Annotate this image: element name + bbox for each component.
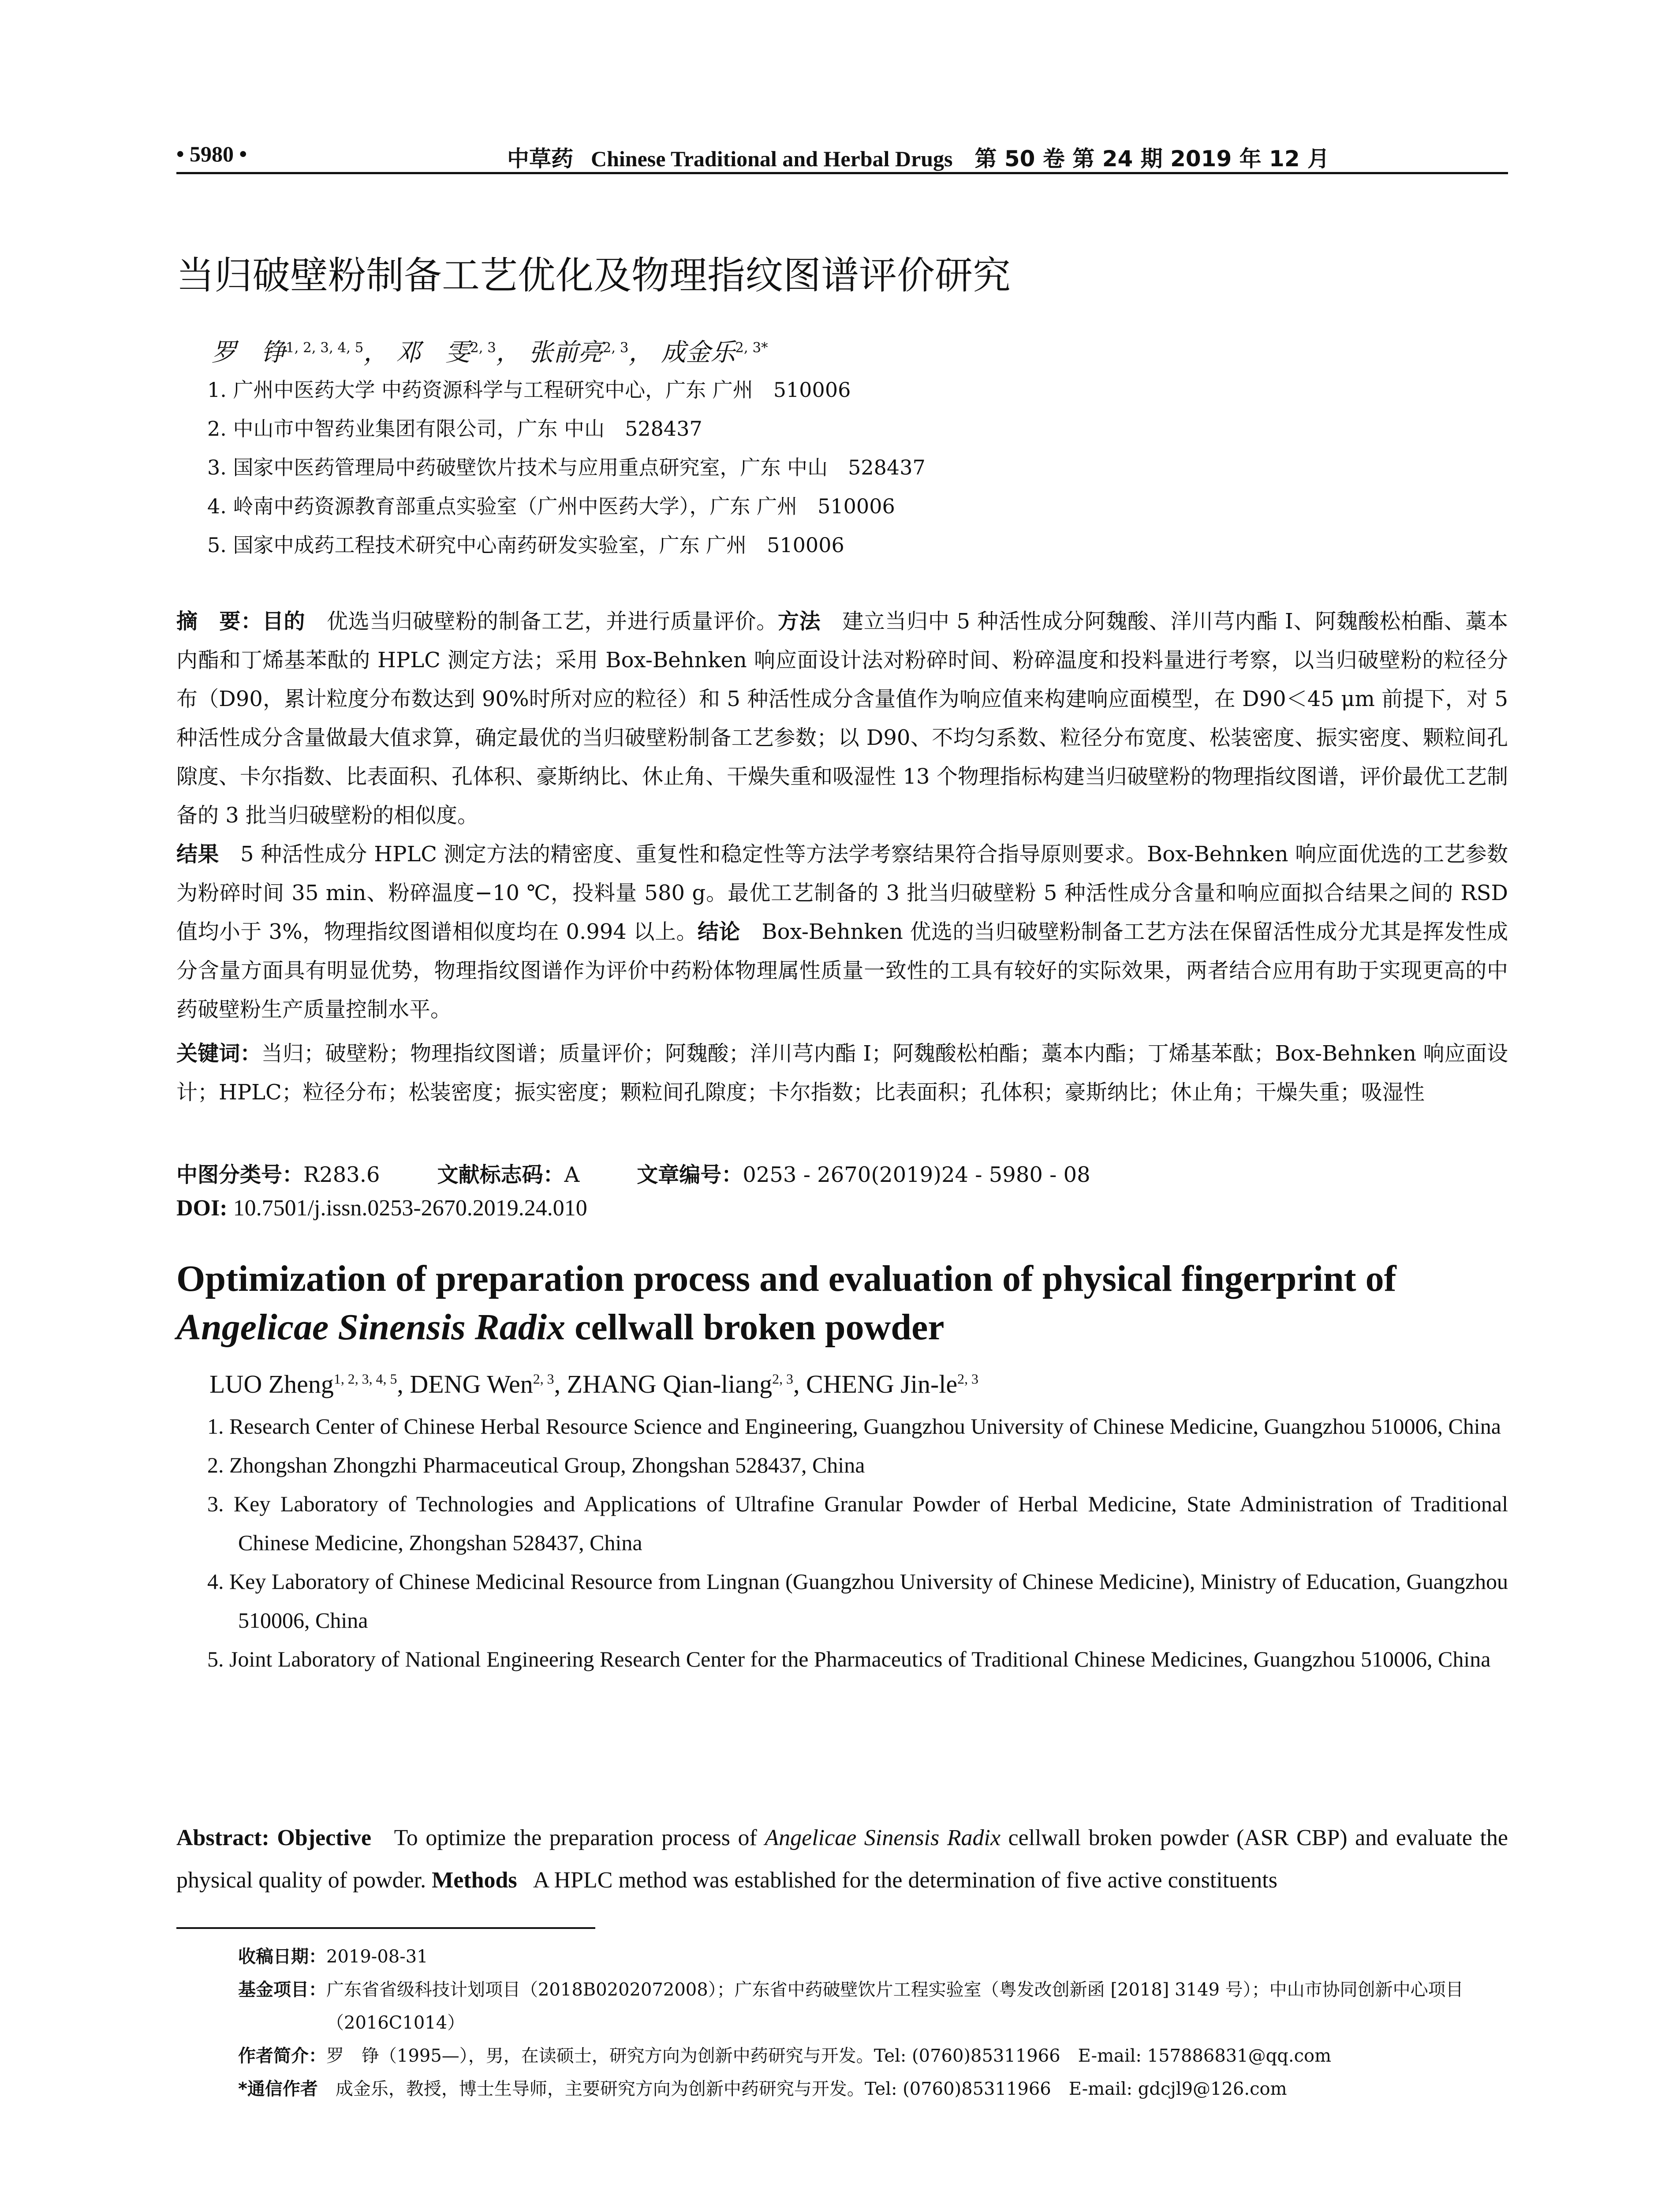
doc-code-value: A bbox=[564, 1162, 580, 1187]
cn-results-label: 结果 bbox=[176, 842, 219, 867]
en-affiliation: 2. Zhongshan Zhongzhi Pharmaceutical Group, Zhongshan 528437, China bbox=[207, 1453, 865, 1477]
page-number: • 5980 • bbox=[176, 142, 247, 166]
cn-conclusion: Box-Behnken 优选的当归破壁粉制备工艺方法在保留活性成分尤其是挥发性成分含量方面具有明显优势，物理指纹图谱作为评价中药粉体物理属性质量一致性的工具有较好的实际效果，两者结合应用有助于实现更高的中药破壁粉生产质量控制水平。 bbox=[176, 919, 1508, 1022]
en-affiliations bbox=[207, 1407, 1508, 1678]
en-title-rest: cellwall broken powder bbox=[565, 1307, 945, 1348]
en-author-aff: 2, 3 bbox=[957, 1371, 978, 1387]
journal-line bbox=[507, 141, 1329, 173]
doi-value: 10.7501/j.issn.0253-2670.2019.24.010 bbox=[233, 1196, 587, 1221]
footnote-text: 广东省省级科技计划项目（2018B0202072008）；广东省中药破壁饮片工程实验室（粤发改创新函 [2018] 3149 号）；中山市协同创新中心项目（2016C1014） bbox=[326, 1980, 1463, 2033]
cn-methods-label: 方法 bbox=[777, 609, 821, 634]
en-affiliation: 3. Key Laboratory of Technologies and Applications of Ultrafine Granular Powder of Herbal Medicine, State Administration of Traditional Chinese Medicine, Zhongshan 528437, China bbox=[207, 1491, 1508, 1555]
cn-author: 罗 铮 bbox=[212, 338, 286, 367]
footnote-label: 作者简介： bbox=[238, 2046, 326, 2066]
cn-author: 张前亮 bbox=[528, 338, 603, 367]
en-objective-label: Objective bbox=[277, 1825, 372, 1850]
en-objective-pre: To optimize the preparation process of bbox=[394, 1825, 765, 1850]
en-objective-post: cellwall broken powder (ASR CBP) and evaluate the physical quality of powder. bbox=[176, 1825, 1508, 1893]
en-abstract bbox=[176, 1817, 1508, 1902]
clc-value: R283.6 bbox=[303, 1162, 380, 1187]
cn-affiliation: 4. 岭南中药资源教育部重点实验室（广州中医药大学），广东 广州 510006 bbox=[207, 494, 895, 518]
en-author: CHENG Jin-le bbox=[806, 1370, 958, 1398]
cn-author: 邓 雯 bbox=[396, 338, 470, 367]
footnote bbox=[238, 1973, 1508, 2040]
doi-label: DOI: bbox=[176, 1196, 228, 1221]
en-title-species: Angelicae Sinensis Radix bbox=[176, 1307, 566, 1348]
footnote-rule bbox=[176, 1927, 595, 1929]
cn-affiliation: 5. 国家中成药工程技术研究中心南药研发实验室，广东 广州 510006 bbox=[207, 533, 844, 557]
cn-author-aff: 2, 3 bbox=[470, 340, 496, 356]
journal-issue: 第 50 卷 第 24 期 2019 年 12 月 bbox=[974, 146, 1330, 172]
cn-affiliation: 2. 中山市中智药业集团有限公司，广东 中山 528437 bbox=[207, 417, 702, 441]
cn-title: 当归破壁粉制备工艺优化及物理指纹图谱评价研究 bbox=[176, 254, 1011, 298]
en-author-aff: 2, 3 bbox=[772, 1371, 793, 1387]
footnote bbox=[238, 1940, 1508, 1973]
en-title-line: Optimization of preparation process and evaluation of physical fingerprint of bbox=[176, 1258, 1396, 1299]
journal-en-name: Chinese Traditional and Herbal Drugs bbox=[591, 146, 953, 171]
en-methods: A HPLC method was established for the determination of five active constituents bbox=[533, 1868, 1277, 1893]
footnote bbox=[238, 2073, 1508, 2106]
en-author-aff: 2, 3 bbox=[533, 1371, 554, 1387]
en-authors: LUO Zheng$^{1, 2, 3, 4, 5}$, DENG Wen$^{2, 3}$, ZHANG Qian-liang$^{2, 3}$, CHENG Jin-le$^{2, 3}$ bbox=[209, 1370, 978, 1398]
footnote-text: 成金乐，教授，博士生导师，主要研究方向为创新中药研究与开发。Tel: (0760)85311966 E-mail: gdcjl9@126.com bbox=[335, 2079, 1287, 2099]
footnote bbox=[238, 2040, 1508, 2073]
footnote-label: *通信作者 bbox=[238, 2079, 336, 2099]
cn-conclusion-label: 结论 bbox=[697, 919, 740, 944]
cn-authors: 罗 铮$^{1, 2, 3, 4, 5}$， 邓 雯$^{2, 3}$， 张前亮$^{2, 3}$， 成金乐$^{2, 3*}$ bbox=[212, 338, 768, 367]
cn-affiliation: 3. 国家中医药管理局中药破壁饮片技术与应用重点研究室，广东 中山 528437 bbox=[207, 456, 926, 479]
en-author: DENG Wen bbox=[410, 1370, 533, 1398]
journal-cn-name: 中草药 bbox=[507, 146, 573, 172]
classification-line bbox=[176, 1158, 1090, 1188]
en-author: ZHANG Qian-liang bbox=[567, 1370, 773, 1398]
footnotes bbox=[238, 1940, 1508, 2106]
keywords-text: 当归；破壁粉；物理指纹图谱；质量评价；阿魏酸；洋川芎内酯 I；阿魏酸松柏酯；藁本内酯；丁烯基苯酞；Box-Behnken 响应面设计；HPLC；粒径分布；松装密度；振实密度；颗粒间孔隙度；卡尔指数；比表面积；孔体积；豪斯纳比；休止角；干燥失重；吸湿性 bbox=[176, 1041, 1508, 1105]
cn-affiliation: 1. 广州中医药大学 中药资源科学与工程研究中心，广东 广州 510006 bbox=[207, 378, 851, 402]
en-affiliation: 1. Research Center of Chinese Herbal Resource Science and Engineering, Guangzhou University of Chinese Medicine, Guangzhou 510006, China bbox=[207, 1414, 1501, 1439]
cn-abstract-label: 摘 要： bbox=[176, 609, 262, 634]
en-methods-label: Methods bbox=[432, 1868, 517, 1893]
footnote-text: 2019-08-31 bbox=[326, 1947, 428, 1967]
running-header bbox=[176, 141, 1508, 174]
footnote-label: 收稿日期： bbox=[238, 1947, 326, 1967]
en-objective-species: Angelicae Sinensis Radix bbox=[765, 1825, 1001, 1850]
footnote-label: 基金项目： bbox=[238, 1980, 326, 2000]
article-number-label: 文章编号： bbox=[637, 1162, 743, 1187]
cn-affiliations bbox=[207, 370, 1508, 564]
cn-objective: 优选当归破壁粉的制备工艺，并进行质量评价。 bbox=[326, 609, 778, 634]
cn-author-aff: 2, 3 bbox=[602, 340, 629, 356]
cn-objective-label: 目的 bbox=[262, 609, 306, 634]
cn-author-aff: 1, 2, 3, 4, 5 bbox=[286, 340, 364, 356]
doi-line bbox=[176, 1195, 587, 1221]
article-number-value: 0253 - 2670(2019)24 - 5980 - 08 bbox=[743, 1162, 1090, 1187]
en-abstract-label: Abstract: bbox=[176, 1825, 269, 1850]
en-title bbox=[176, 1255, 1508, 1352]
cn-results: 5 种活性成分 HPLC 测定方法的精密度、重复性和稳定性等方法学考察结果符合指导原则要求。Box-Behnken 响应面优选的工艺参数为粉碎时间 35 min、粉碎温度−10 ℃，投料量 580 g。最优工艺制备的 3 批当归破壁粉 5 种活性成分含量和响应面拟合结果之间的 RSD 值均小于 3%，物理指纹图谱相似度均在 0.994 以上。 bbox=[176, 842, 1508, 944]
en-author: LUO Zheng bbox=[209, 1370, 334, 1398]
cn-methods: 建立当归中 5 种活性成分阿魏酸、洋川芎内酯 I、阿魏酸松柏酯、藁本内酯和丁烯基苯酞的 HPLC 测定方法；采用 Box-Behnken 响应面设计法对粉碎时间、粉碎温度和投料量进行考察，以当归破壁粉的粒径分布（D90，累计粒度分布数达到 90%时所对应的粒径）和 5 种活性成分含量值作为响应值来构建响应面模型，在 D90＜45 μm 前提下，对 5 种活性成分含量做最大值求算，确定最优的当归破壁粉制备工艺参数；以 D90、不均匀系数、粒径分布宽度、松装密度、振实密度、颗粒间孔隙度、卡尔指数、比表面积、孔体积、豪斯纳比、休止角、干燥失重和吸湿性 13 个物理指标构建当归破壁粉的物理指纹图谱，评价最优工艺制备的 3 批当归破壁粉的相似度。 bbox=[176, 609, 1508, 828]
keywords-label: 关键词： bbox=[176, 1041, 261, 1066]
clc-label: 中图分类号： bbox=[176, 1162, 304, 1187]
cn-author-aff: 2, 3* bbox=[735, 340, 768, 356]
cn-keywords bbox=[176, 1034, 1508, 1112]
en-author-aff: 1, 2, 3, 4, 5 bbox=[333, 1371, 397, 1387]
footnote-text: 罗 铮（1995—），男，在读硕士，研究方向为创新中药研究与开发。Tel: (0760)85311966 E-mail: 157886831@qq.com bbox=[326, 2046, 1332, 2066]
en-affiliation: 4. Key Laboratory of Chinese Medicinal Resource from Lingnan (Guangzhou University of Chinese Medicine), Ministry of Education, Guangzhou 510006, China bbox=[207, 1569, 1508, 1633]
cn-abstract bbox=[176, 602, 1508, 1029]
cn-author: 成金乐 bbox=[661, 338, 735, 367]
doc-code-label: 文献标志码： bbox=[437, 1162, 564, 1187]
en-affiliation: 5. Joint Laboratory of National Engineering Research Center for the Pharmaceutics of Traditional Chinese Medicines, Guangzhou 510006, China bbox=[207, 1647, 1491, 1671]
